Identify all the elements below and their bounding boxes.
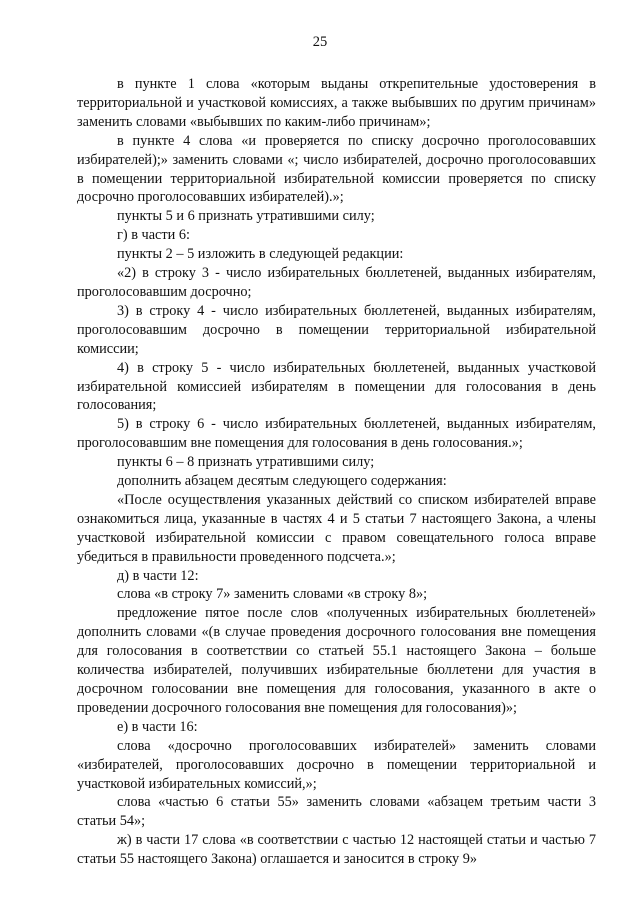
document-body: [77, 75, 596, 869]
paragraph: слова «в строку 7» заменить словами «в строку 8»;: [117, 586, 428, 603]
paragraph: в пункте 4 слова «и проверяется по списку досрочно проголосовавших избирателей);» заменить словами «; число избирателей, досрочно проголосовавших в помещении территориальной избирательной комиссии проверяется по списку досрочно проголосовавших избирателей).»;: [77, 132, 596, 206]
paragraph: слова «частью 6 статьи 55» заменить словами «абзацем третьим части 3 статьи 54»;: [77, 794, 596, 830]
paragraph: 3) в строку 4 - число избирательных бюллетеней, выданных избирателям, проголосовавшим досрочно в помещении территориальной избирательной комиссии;: [77, 302, 596, 357]
paragraph: е) в части 16:: [117, 718, 198, 735]
paragraph: «2) в строку 3 - число избирательных бюллетеней, выданных избирателям, проголосовавшим досрочно;: [77, 265, 596, 300]
paragraph: 5) в строку 6 - число избирательных бюллетеней, выданных избирателям, проголосовавшим вне помещения для голосования в день голосования.»;: [77, 416, 596, 452]
paragraph: пункты 6 – 8 признать утратившими силу;: [117, 454, 375, 471]
paragraph: пункты 2 – 5 изложить в следующей редакции:: [117, 246, 404, 263]
paragraph: ж) в части 17 слова «в соответствии с частью 12 настоящей статьи и частью 7 статьи 55 настоящего Закона) оглашается и заносится в строку 9»: [77, 832, 596, 868]
paragraph: слова «досрочно проголосовавших избирателей» заменить словами «избирателей, проголосовавших досрочно в помещении территориальной и участковой избирательных комиссий,»;: [77, 737, 596, 792]
paragraph: дополнить абзацем десятым следующего содержания:: [117, 473, 447, 490]
page-number: 25: [312, 34, 328, 50]
paragraph: г) в части 6:: [117, 227, 190, 244]
paragraph: в пункте 1 слова «которым выданы открепительные удостоверения в территориальной и участковой комиссиях, а также выбывших по другим причинам» заменить словами «выбывших по каким-либо причинам»;: [77, 76, 596, 130]
paragraph: д) в части 12:: [117, 567, 199, 584]
paragraph: 4) в строку 5 - число избирательных бюллетеней, выданных участковой избирательной комиссией избирателям в помещении для голосования в день голосования;: [77, 359, 596, 414]
paragraph: пункты 5 и 6 признать утратившими силу;: [117, 208, 375, 225]
paragraph: предложение пятое после слов «полученных избирательных бюллетеней» дополнить словами «(в случае проведения досрочного голосования вне помещения для голосования в соответствии со статьей 55.1 настоящего Закона – больше количества избирателей, получивших избирательные бюллетени для участия в досрочном голосовании вне помещения для голосования, указанного в акте о проведении досрочного голосования вне помещения для голосования)»;: [77, 605, 596, 716]
paragraph: «После осуществления указанных действий со списком избирателей вправе ознакомиться лица, указанные в частях 4 и 5 статьи 7 настоящего Закона, а члены участковой избирательной комиссии с правом совещательного голоса вправе убедиться в правильности проведенного подсчета.»;: [77, 491, 596, 565]
